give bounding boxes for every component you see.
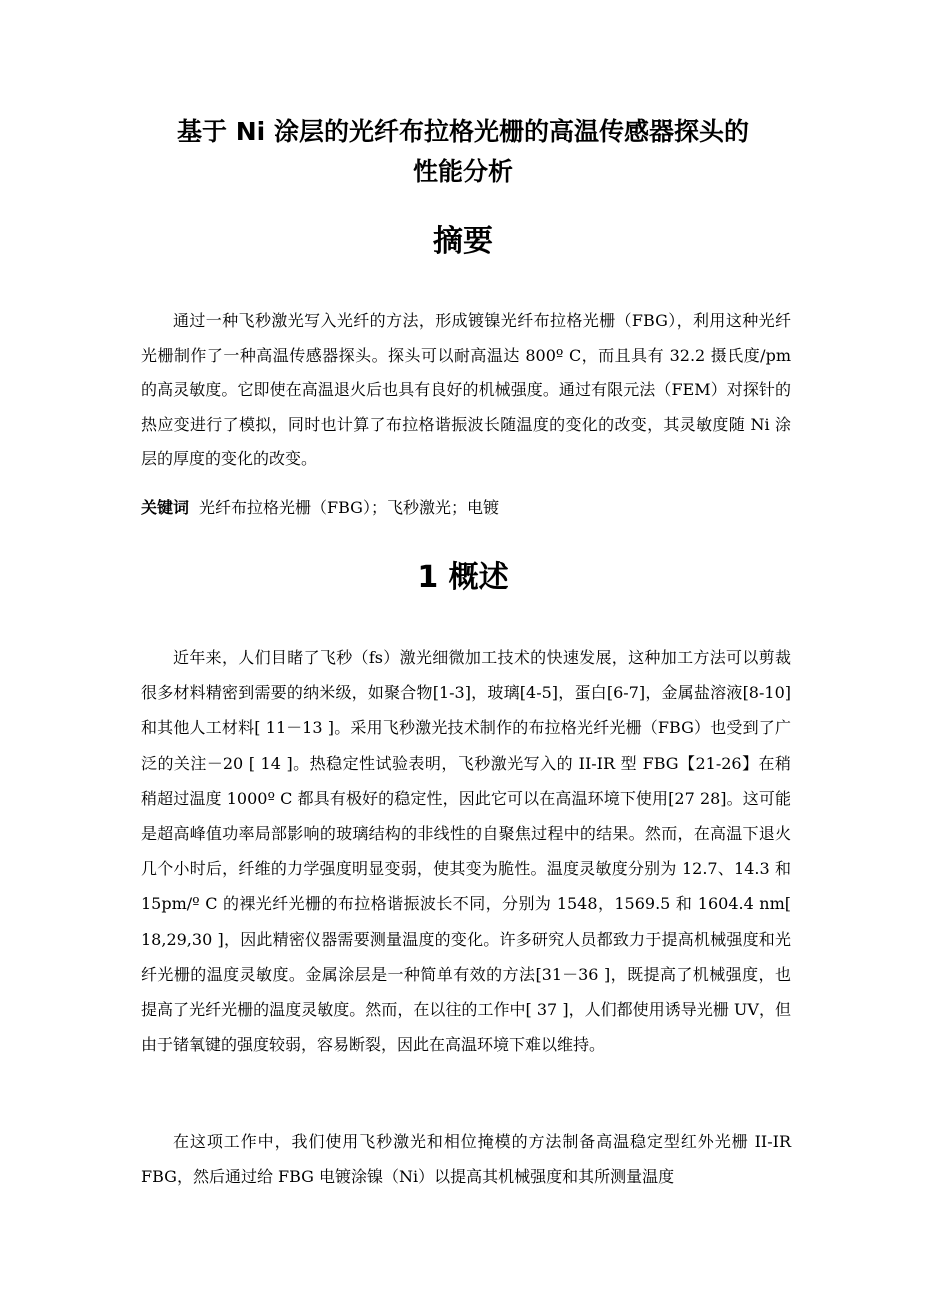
paper-title-line-2: 性能分析 [412, 157, 513, 186]
keywords-line [141, 490, 791, 525]
keywords-label: 关键词 [141, 498, 190, 517]
abstract-heading: 摘要 [433, 224, 493, 259]
keywords-text: 光纤布拉格光栅（FBG）；飞秒激光；电镀 [199, 498, 499, 517]
abstract-paragraph: 通过一种飞秒激光写入光纤的方法，形成镀镍光纤布拉格光栅（FBG），利用这种光纤光栅制作了一种高温传感器探头。探头可以耐高温达 800º C，而且具有 32.2 摄氏度/pm 的高灵敏度。它即使在高温退火后也具有良好的机械强度。通过有限元法（FEM）对探针的热应变进行了模拟，同时也计算了布拉格谐振波长随温度的变化的改变，其灵敏度随 Ni 涂层的厚度的变化的改变。 [141, 311, 791, 468]
paper-title-line-1: 基于 Ni 涂层的光纤布拉格光栅的高温传感器探头的 [177, 117, 749, 146]
section-1-paragraph-1: 近年来，人们目睹了飞秒（fs）激光细微加工技术的快速发展，这种加工方法可以剪裁很多材料精密到需要的纳米级，如聚合物[1-3]，玻璃[4-5]，蛋白[6-7]，金属盐溶液[8-10]和其他人工材料[ 11－13 ]。采用飞秒激光技术制作的布拉格光纤光栅（FBG）也受到了广泛的关注－20 [ 14 ]。热稳定性试验表明，飞秒激光写入的 II-IR 型 FBG【21-26】在稍稍超过温度 1000º C 都具有极好的稳定性，因此它可以在高温环境下使用[27 28]。这可能是超高峰值功率局部影响的玻璃结构的非线性的自聚焦过程中的结果。然而，在高温下退火几个小时后，纤维的力学强度明显变弱，使其变为脆性。温度灵敏度分别为 12.7、14.3 和 15pm/º C 的裸光纤光栅的布拉格谐振波长不同，分别为 1548，1569.5 和 1604.4 nm[ 18,29,30 ]，因此精密仪器需要测量温度的变化。许多研究人员都致力于提高机械强度和光纤光栅的温度灵敏度。金属涂层是一种简单有效的方法[31－36 ]，既提高了机械强度，也提高了光纤光栅的温度灵敏度。然而，在以往的工作中[ 37 ]，人们都使用诱导光栅 UV，但由于锗氧键的强度较弱，容易断裂，因此在高温环境下难以维持。 [141, 648, 791, 1055]
paper-title [100, 112, 826, 192]
section-1-paragraph-2: 在这项工作中，我们使用飞秒激光和相位掩模的方法制备高温稳定型红外光栅 II-IR FBG，然后通过给 FBG 电镀涂镍（Ni）以提高其机械强度和其所测量温度 [141, 1132, 791, 1187]
section-1-heading: 1 概述 [417, 560, 509, 595]
